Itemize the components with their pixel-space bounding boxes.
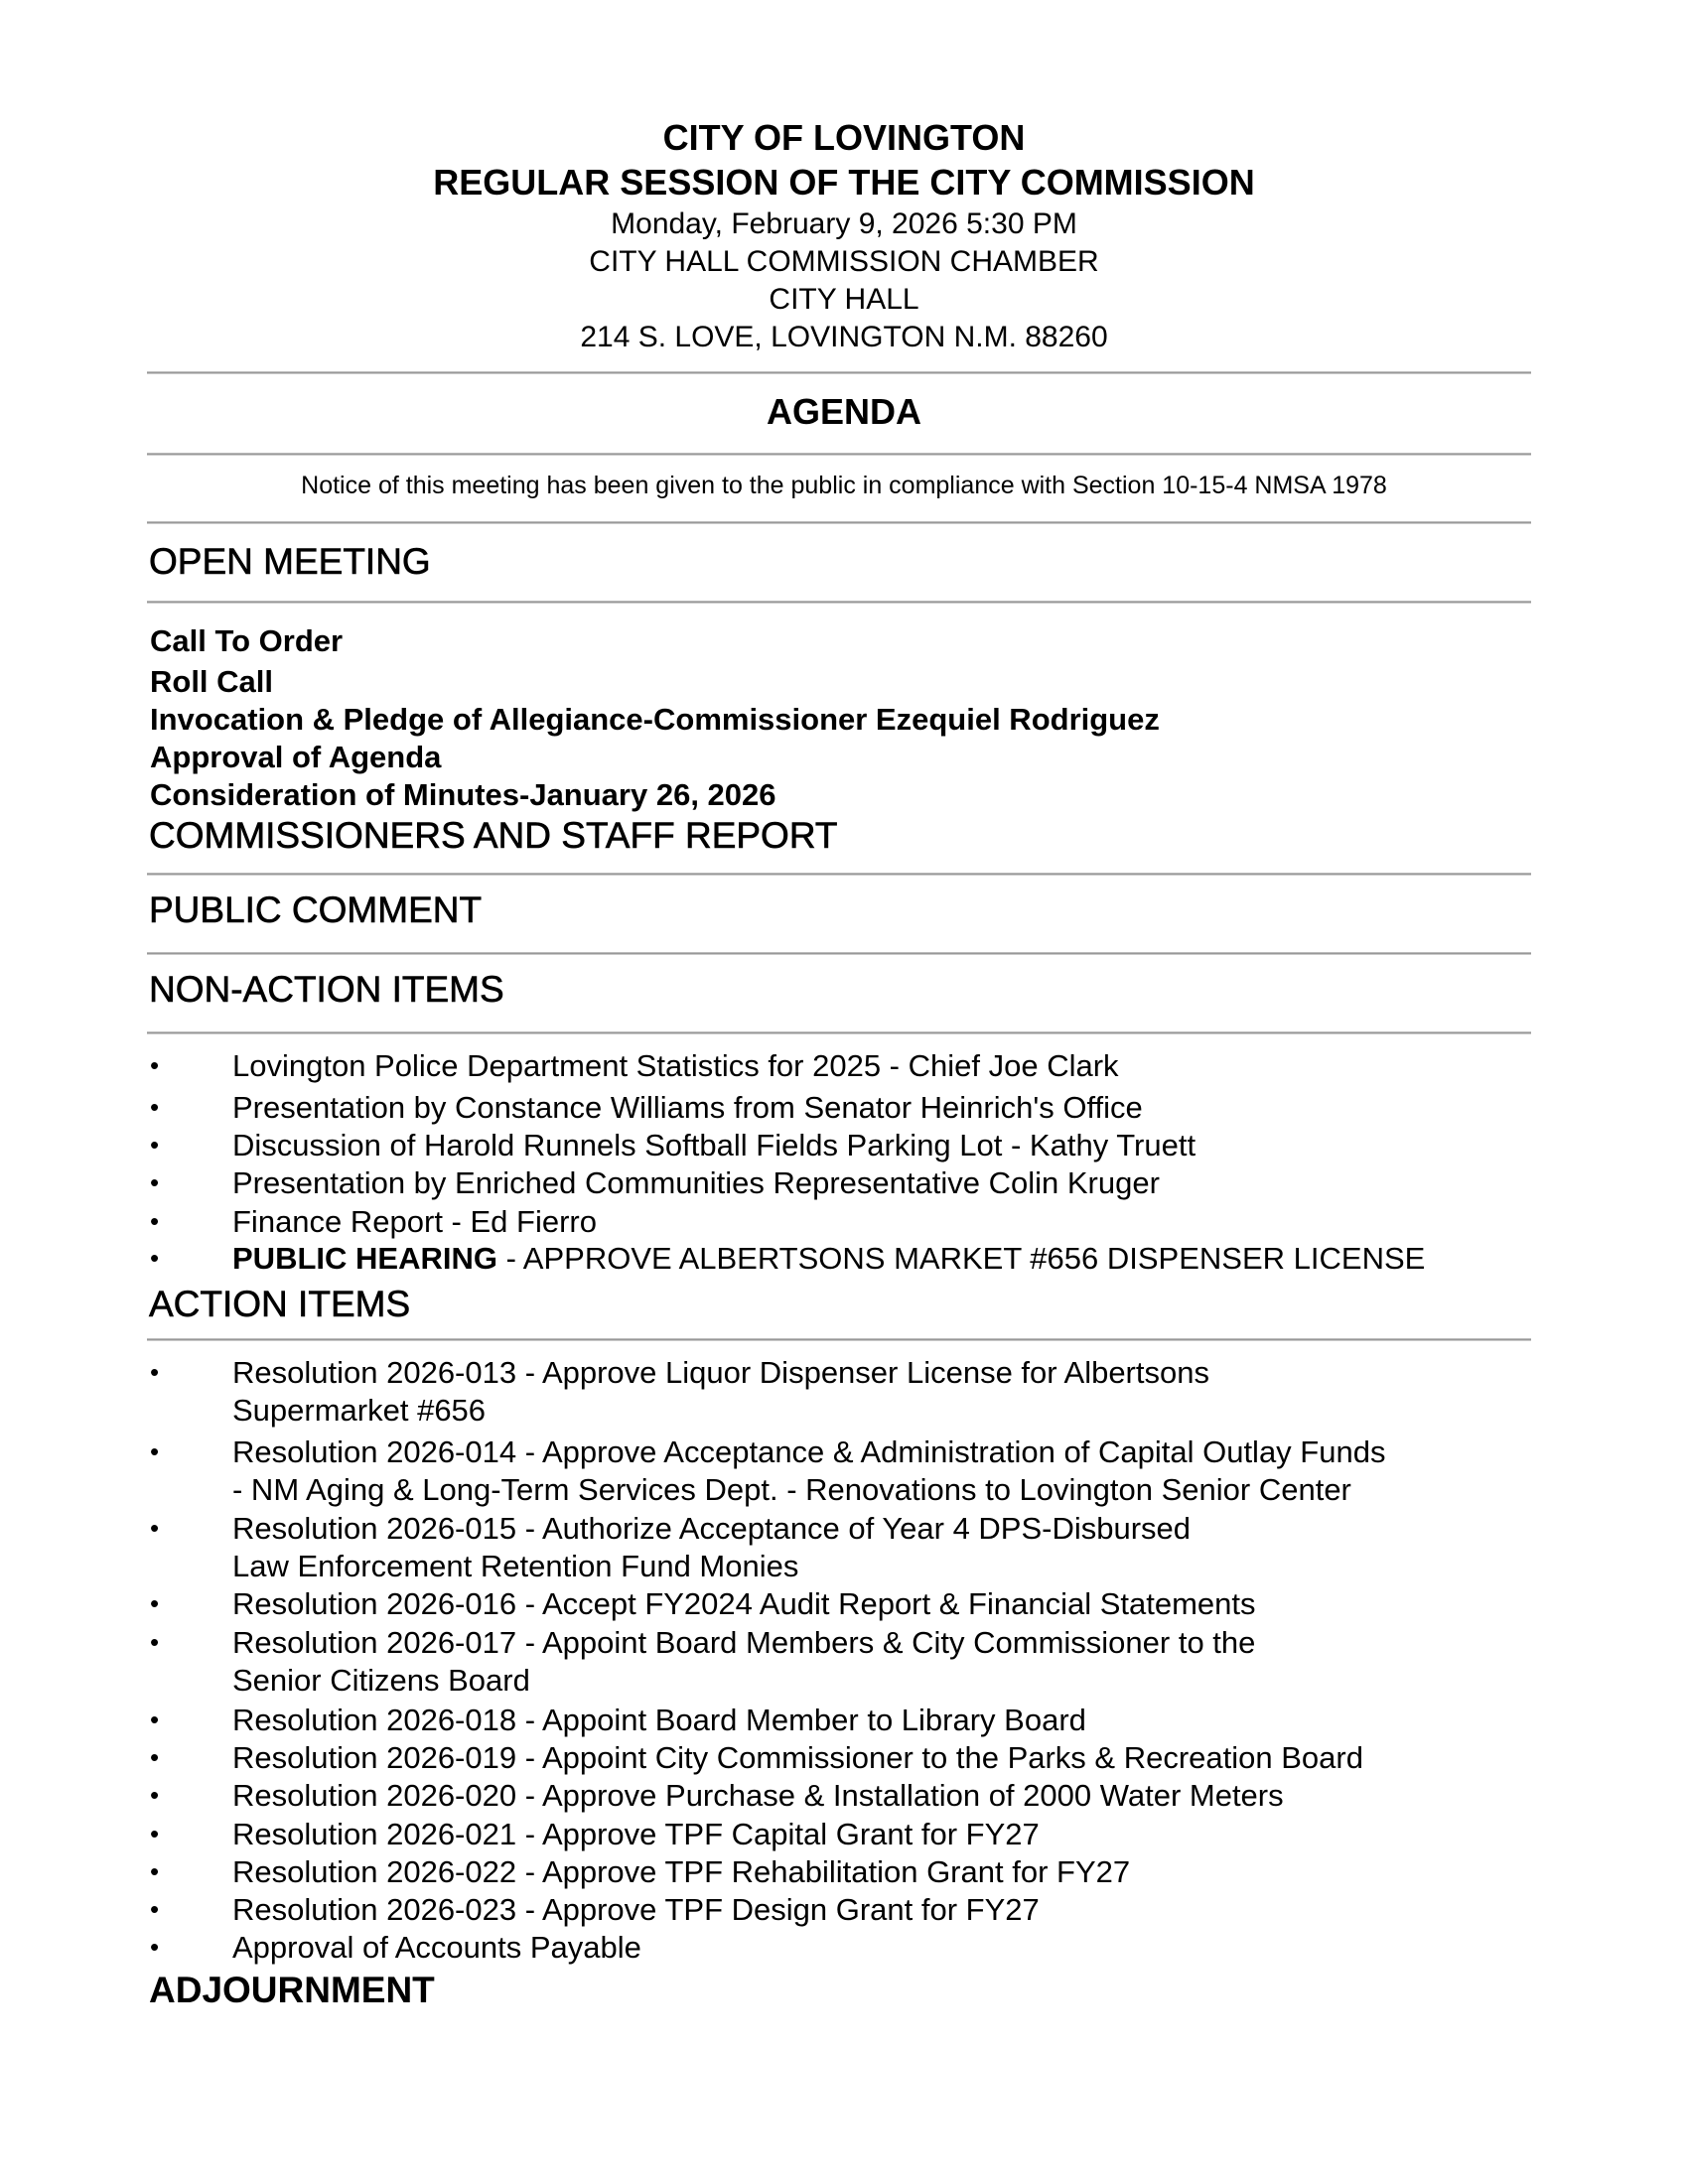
section-public-comment: PUBLIC COMMENT	[149, 889, 483, 930]
bullet-icon: •	[150, 1856, 160, 1886]
meeting-address: 214 S. LOVE, LOVINGTON N.M. 88260	[580, 321, 1108, 353]
bullet-icon: •	[150, 1357, 160, 1387]
list-item: Finance Report - Ed Fierro	[232, 1204, 597, 1239]
bullet-icon: •	[150, 1588, 160, 1618]
divider	[147, 371, 1531, 374]
bullet-icon: •	[150, 1742, 160, 1772]
meeting-datetime: Monday, February 9, 2026 5:30 PM	[611, 207, 1077, 240]
list-item-continuation: Law Enforcement Retention Fund Monies	[232, 1549, 799, 1583]
open-meeting-item: Roll Call	[150, 664, 274, 699]
session-title: REGULAR SESSION OF THE CITY COMMISSION	[433, 162, 1255, 203]
bullet-icon: •	[150, 1627, 160, 1657]
list-item: Resolution 2026-020 - Approve Purchase & Installation of 2000 Water Meters	[232, 1778, 1284, 1813]
list-item: Resolution 2026-015 - Authorize Acceptance of Year 4 DPS-Disbursed	[232, 1511, 1192, 1546]
open-meeting-item: Approval of Agenda	[150, 740, 442, 774]
public-notice: Notice of this meeting has been given to the public in compliance with Section 10-15-4 NMSA 1978	[301, 472, 1387, 499]
divider	[147, 952, 1531, 955]
city-name: CITY OF LOVINGTON	[662, 117, 1026, 158]
section-action-items: ACTION ITEMS	[149, 1284, 411, 1324]
divider	[147, 1031, 1531, 1034]
list-item: Resolution 2026-022 - Approve TPF Rehabilitation Grant for FY27	[232, 1854, 1131, 1889]
section-open-meeting: OPEN MEETING	[149, 541, 431, 582]
bullet-icon: •	[150, 1243, 160, 1273]
list-item: Discussion of Harold Runnels Softball Fields Parking Lot - Kathy Truett	[232, 1128, 1196, 1162]
list-item: Resolution 2026-013 - Approve Liquor Dispenser License for Albertsons	[232, 1355, 1209, 1390]
open-meeting-item: Consideration of Minutes-January 26, 2026	[150, 777, 776, 812]
list-item: Resolution 2026-023 - Approve TPF Design Grant for FY27	[232, 1892, 1040, 1927]
bullet-icon: •	[150, 1894, 160, 1924]
divider	[147, 873, 1531, 876]
bullet-icon: •	[150, 1206, 160, 1236]
section-adjournment: ADJOURNMENT	[149, 1970, 435, 2010]
list-item: Approval of Accounts Payable	[232, 1930, 641, 1965]
bullet-icon: •	[150, 1167, 160, 1197]
meeting-venue: CITY HALL COMMISSION CHAMBER	[589, 245, 1099, 278]
list-item: Presentation by Enriched Communities Representative Colin Kruger	[232, 1165, 1160, 1200]
public-hearing-text: - APPROVE ALBERTSONS MARKET #656 DISPENSER LICENSE	[496, 1241, 1426, 1276]
bullet-icon: •	[150, 1819, 160, 1848]
list-item-continuation: Senior Citizens Board	[232, 1663, 530, 1698]
section-commissioners-report: COMMISSIONERS AND STAFF REPORT	[149, 815, 838, 856]
open-meeting-item: Call To Order	[150, 623, 344, 658]
list-item: Resolution 2026-016 - Accept FY2024 Audit Report & Financial Statements	[232, 1586, 1256, 1621]
bullet-icon: •	[150, 1705, 160, 1734]
list-item: Resolution 2026-014 - Approve Acceptance & Administration of Capital Outlay Funds	[232, 1434, 1386, 1469]
bullet-icon: •	[150, 1092, 160, 1122]
list-item: Resolution 2026-019 - Appoint City Commissioner to the Parks & Recreation Board	[232, 1740, 1363, 1775]
divider	[147, 521, 1531, 524]
bullet-icon: •	[150, 1932, 160, 1962]
list-item-continuation: - NM Aging & Long-Term Services Dept. - Renovations to Lovington Senior Center	[232, 1472, 1351, 1507]
bullet-icon: •	[150, 1130, 160, 1160]
bullet-icon: •	[150, 1780, 160, 1810]
list-item-public-hearing	[232, 1243, 1425, 1274]
list-item-continuation: Supermarket #656	[232, 1393, 487, 1428]
bullet-icon: •	[150, 1050, 160, 1080]
bullet-icon: •	[150, 1436, 160, 1466]
public-hearing-label: PUBLIC HEARING	[232, 1241, 497, 1276]
agenda-title: AGENDA	[766, 391, 921, 432]
divider	[147, 1338, 1531, 1341]
bullet-icon: •	[150, 1513, 160, 1543]
list-item: Resolution 2026-018 - Appoint Board Member to Library Board	[232, 1703, 1086, 1737]
meeting-building: CITY HALL	[769, 283, 919, 316]
divider	[147, 453, 1531, 456]
open-meeting-item: Invocation & Pledge of Allegiance-Commissioner Ezequiel Rodriguez	[150, 702, 1160, 737]
divider	[147, 601, 1531, 604]
list-item: Presentation by Constance Williams from Senator Heinrich's Office	[232, 1090, 1143, 1125]
list-item: Resolution 2026-021 - Approve TPF Capital Grant for FY27	[232, 1817, 1040, 1851]
list-item: Lovington Police Department Statistics for 2025 - Chief Joe Clark	[232, 1048, 1119, 1083]
list-item: Resolution 2026-017 - Appoint Board Members & City Commissioner to the	[232, 1625, 1256, 1660]
section-non-action-items: NON-ACTION ITEMS	[149, 969, 504, 1010]
